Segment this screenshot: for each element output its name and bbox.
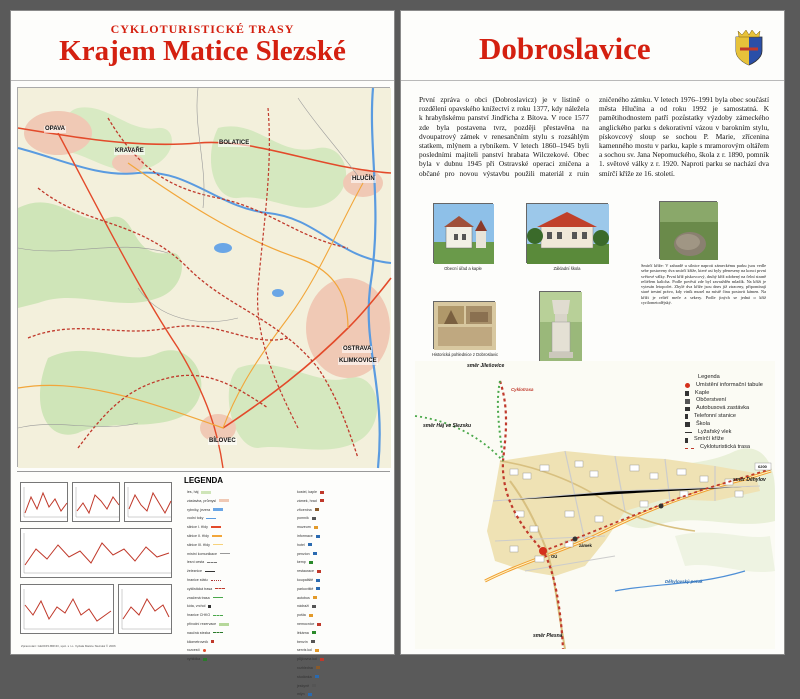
legend-item: kilometrovník xyxy=(187,638,230,647)
legend-item: železnice xyxy=(187,567,230,576)
header-title: Krajem Matice Slezské xyxy=(59,35,346,67)
left-panel xyxy=(10,10,395,697)
legend-item: muzeum xyxy=(297,523,324,532)
region-map[interactable] xyxy=(17,87,390,467)
legend-item: Škola xyxy=(685,421,763,429)
legend-item: parkoviště xyxy=(297,585,324,594)
trail-label: Cyklotrasa xyxy=(511,387,534,392)
coat-of-arms-icon xyxy=(732,27,766,67)
town-label: HLUČÍN xyxy=(352,176,375,182)
legend-item: nádraží xyxy=(297,602,324,611)
legend-title: LEGENDA xyxy=(183,476,224,485)
legend-item: kemp xyxy=(297,558,324,567)
legend-area xyxy=(17,471,390,697)
photo-school xyxy=(526,203,608,263)
elevation-profile xyxy=(72,482,120,522)
crosses-note: Smírčí kříže: V zahradě u silnice naproti zámeckému parku jsou vedle sebe postaveny dva smírčí kříže, které asi byly přeneseny na konci první světové války. První kříž pískovcový, druhý kříž zdobený na čelní straně reliéfem kalicha. Podle pověstí zde byl zavražděn mladík. Na kříži je vytesán letopočet. Zbylé dva kříže jsou dnes již ztraceny, připomínají staré trestní právo, kdy viník musel na místě činu postavit kámen. Na kříži je reliéf meče a sekery. Podle jiných se jedná o kříž cyrilometodějský. xyxy=(641,263,767,306)
legend-item: koupaliště xyxy=(297,576,324,585)
legend-item: Autobusová zastávka xyxy=(685,405,763,413)
caption-photo2: Základní škola xyxy=(553,266,581,271)
legend-item: půjčovna kol xyxy=(297,655,324,664)
legend-item: zámek, hrad xyxy=(297,497,324,506)
left-header xyxy=(11,11,394,81)
legend-item: místní komunikace xyxy=(187,550,230,559)
legend-item: rozhledna xyxy=(297,664,324,673)
elevation-profile xyxy=(20,482,68,522)
legend-item: silnice II. třídy xyxy=(187,532,230,541)
legend-column-2 xyxy=(297,488,324,699)
village-history-text: První zpráva o obci (Dobroslavicz) je v listině o rozdělení opavského knížectví z roku 1377, kdy náležela k hrabyňskému panství Jindřicha z Bítova. V roce 1577 zde byla postavena tvrz, později přestavěna na dvoupatrový zámek v renesančním stylu s rozsáhlým statkem, mlýnem a rybníkem. V letech 1860–1945 byli posledními majiteli panství hrabata Wilczekové. Obec byla v dubnu 1945 při Ostravské operaci zničena a občané pro novou výstavbu použili materiál z ruin zničeného zámku. V letech 1976–1991 byla obec součástí města Hlučína a od roku 1992 je samostatná. K pamětihodnostem patří pozůstatky výzdoby zámeckého anglického parku s dekorativní vázou v barokním stylu, pískovcový sloup se sochou P. Marie, zřícenina kamenného mostu v parku, kaple s mramorovým oltářem a sochou sv. Jana Nepomuckého, škola z r. 1890, pomník 1. světové války z r. 1920. Naproti parku se nachází dva smírčí kříže ze 16. století. xyxy=(419,95,769,178)
map-footer: Zpracování: GEODIS BRNO, spol. s r.o. Vydala Matice Slezská © 2006 xyxy=(21,644,116,648)
legend-item: zástavba, průmysl xyxy=(187,497,230,506)
road-number: 6200 xyxy=(758,464,767,469)
legend-item: Občerstvení xyxy=(685,397,763,405)
direction-south: směr Plesná xyxy=(533,633,563,639)
town-label: OSTRAVA xyxy=(343,346,372,352)
photo-stone-vase xyxy=(539,291,581,363)
legend-item: Cykloturistická trasa xyxy=(685,444,763,452)
caption-photo3: Historická pohlednice z Dobroslavic xyxy=(431,352,499,357)
legend-item: nemocnice xyxy=(297,620,324,629)
town-label: BOLATICE xyxy=(219,140,250,146)
legend-item: rozcestí xyxy=(187,646,230,655)
elevation-profile xyxy=(124,482,172,522)
village-map[interactable] xyxy=(415,361,775,649)
legend-item: servis kol xyxy=(297,646,324,655)
town-label: KLIMKOVICE xyxy=(339,358,377,364)
legend-item: les, háj xyxy=(187,488,230,497)
village-title: Dobroslavice xyxy=(479,31,651,66)
place-label: zámek xyxy=(579,543,592,548)
town-label: BÍLOVEC xyxy=(209,438,236,444)
legend-item: benzín xyxy=(297,638,324,647)
caption-photo1: Obecní úřad a kaple xyxy=(444,266,482,271)
legend-item: restaurace xyxy=(297,567,324,576)
village-map-legend xyxy=(685,374,763,452)
header-subtitle: CYKLOTURISTICKÉ TRASY xyxy=(110,22,295,36)
legend-item: mlýn xyxy=(297,690,324,699)
legend-item: Telefonní stanice xyxy=(685,413,763,421)
legend-item: zřícenina xyxy=(297,506,324,515)
direction-north: směr Jilešovice xyxy=(467,363,505,369)
town-label: OPAVA xyxy=(45,126,66,132)
legend-item: silnice I. třídy xyxy=(187,523,230,532)
legend-item: rybníky, jezera xyxy=(187,506,230,515)
legend-item: hotel xyxy=(297,541,324,550)
legend-item: autobus xyxy=(297,594,324,603)
direction-west: směr Háj ve Slezsku xyxy=(423,423,472,429)
legend-item: hranice CHKO xyxy=(187,611,230,620)
legend-item: studánka xyxy=(297,673,324,682)
photo-historic-postcard xyxy=(433,301,495,349)
legend-item: Lyžařský vlek xyxy=(685,429,763,437)
place-label: OÚ xyxy=(551,554,558,559)
legend-item: penzion xyxy=(297,550,324,559)
right-panel xyxy=(400,10,785,655)
legend-item: přírodní rezervace xyxy=(187,620,230,629)
elevation-profile xyxy=(20,584,114,634)
right-header xyxy=(401,11,784,81)
legend-item: silnice III. třídy xyxy=(187,541,230,550)
legend-column-1 xyxy=(187,488,230,664)
town-label: KRAVAŘE xyxy=(115,148,144,154)
legend-item: hranice státu xyxy=(187,576,230,585)
legend-item: lékárna xyxy=(297,629,324,638)
elevation-profile xyxy=(118,584,172,634)
legend-item: vyhlídka xyxy=(187,655,230,664)
legend-item: pomník xyxy=(297,514,324,523)
legend-item: značená trasa xyxy=(187,594,230,603)
legend-item: cyklistická trasa xyxy=(187,585,230,594)
legend-heading: Legenda xyxy=(698,374,720,380)
legend-item: Smírčí kříže xyxy=(685,436,763,444)
legend-item: informace xyxy=(297,532,324,541)
legend-item: jeskyně xyxy=(297,682,324,691)
legend-item: naučná stezka xyxy=(187,629,230,638)
photo-town-hall xyxy=(433,203,493,263)
direction-east: směr Děhylov xyxy=(733,477,766,483)
legend-item: Kaple xyxy=(685,390,763,398)
elevation-profile xyxy=(20,528,172,578)
legend-item: pošta xyxy=(297,611,324,620)
photo-cross xyxy=(659,201,717,259)
legend-item: kóta, vrchol xyxy=(187,602,230,611)
legend-item: vodní toky xyxy=(187,514,230,523)
region-map-graphic xyxy=(18,88,391,468)
legend-item: lesní cesta xyxy=(187,558,230,567)
legend-item: Umístění informační tabule xyxy=(685,382,763,390)
legend-item: kostel, kaple xyxy=(297,488,324,497)
stream-label: Děhylovský potok xyxy=(665,579,703,584)
